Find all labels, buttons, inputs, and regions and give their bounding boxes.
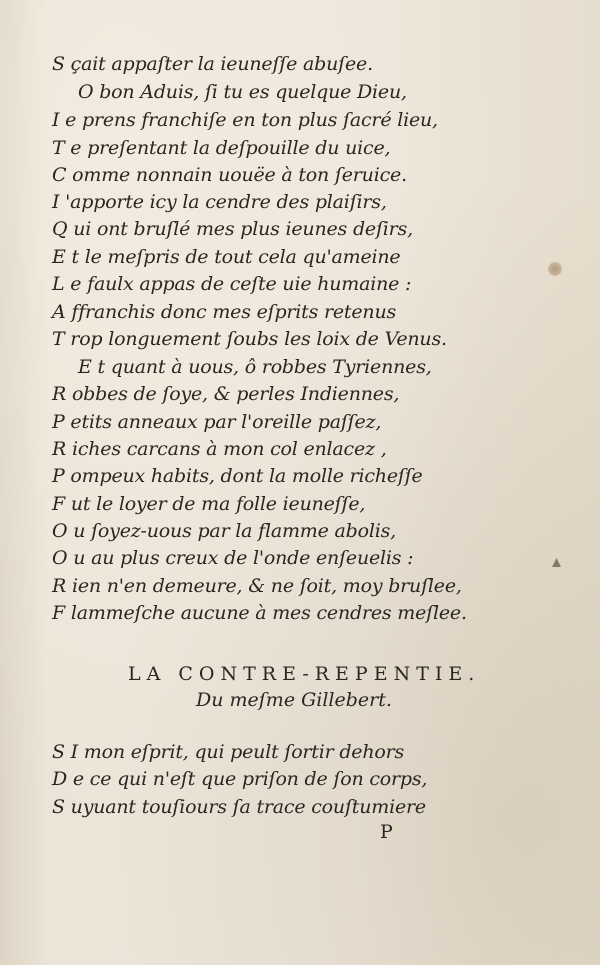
poem-line: P ompeux habits, dont la molle richeſſe xyxy=(52,465,423,487)
poem-line: A ffranchis donc mes eſprits retenus xyxy=(52,301,397,323)
catchword: P xyxy=(380,821,393,843)
poem-line: O u ſoyez-uous par la flamme abolis, xyxy=(52,520,396,542)
poem-line: S I mon eſprit, qui peult ſortir dehors xyxy=(52,741,405,763)
poem-line: I 'apporte icy la cendre des plaiſirs, xyxy=(52,191,387,213)
poem-line: F ut le loyer de ma folle ieuneſſe, xyxy=(52,493,366,515)
section-title: LA CONTRE-REPENTIE. xyxy=(128,663,481,685)
poem-line: I e prens franchiſe en ton plus ſacré lieu, xyxy=(52,109,438,131)
poem-line: R iches carcans à mon col enlacez , xyxy=(52,438,387,460)
poem-line: S uyuant touſiours ſa trace couſtumiere xyxy=(52,796,426,818)
poem-line: D e ce qui n'eſt que priſon de ſon corps, xyxy=(52,768,428,790)
poem-line: C omme nonnain uouëe à ton ſeruice. xyxy=(52,164,407,186)
poem-line: R obbes de ſoye, & perles Indiennes, xyxy=(52,383,400,405)
poem-line: E t quant à uous, ô robbes Tyriennes, xyxy=(78,356,432,378)
poem-line: O u au plus creux de l'onde enſeuelis : xyxy=(52,547,414,569)
section-subtitle: Du meſme Gillebert. xyxy=(196,689,392,711)
poem-line: E t le meſpris de tout cela qu'ameine xyxy=(52,246,401,268)
poem-line: S çait appaſter la ieuneſſe abuſee. xyxy=(52,53,373,75)
poem-line: Q ui ont bruſlé mes plus ieunes deſirs, xyxy=(52,218,413,240)
poem-line: L e faulx appas de ceſte uie humaine : xyxy=(52,273,412,295)
poem-line: O bon Aduis, ſi tu es quelque Dieu, xyxy=(78,81,407,103)
poem-line: R ien n'en demeure, & ne ſoit, moy bruſlee, xyxy=(52,575,462,597)
paper-stain xyxy=(548,262,562,276)
poem-line: T e preſentant la deſpouille du uice, xyxy=(52,137,391,159)
poem-line: P etits anneaux par l'oreille paſſez, xyxy=(52,411,382,433)
poem-line: T rop longuement ſoubs les loix de Venus. xyxy=(52,328,447,350)
poem-line: F lammeſche aucune à mes cendres meſlee. xyxy=(52,602,467,624)
paper-mark xyxy=(552,558,561,567)
